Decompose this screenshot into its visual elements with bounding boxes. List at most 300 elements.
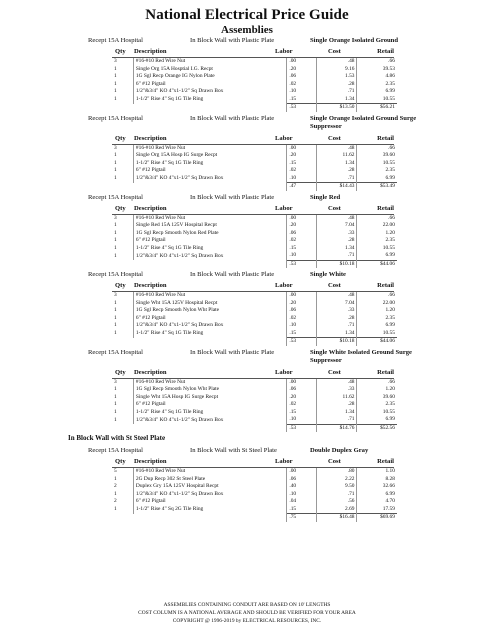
cell-labor: .20	[287, 222, 317, 230]
table-row	[112, 88, 494, 96]
cell-cost: $13.50	[317, 104, 357, 112]
cell-labor: .02	[287, 237, 317, 245]
assembly-wall: In Block Wall with St Steel Plate	[190, 447, 277, 454]
table-row	[112, 386, 494, 394]
footer-note-cost: COST COLUMN IS A NATIONAL AVERAGE AND SHOULD BE VERIFIED FOR YOUR AREA	[138, 610, 356, 616]
cell-labor: .06	[287, 230, 317, 238]
cell-cost: .28	[317, 315, 357, 323]
assembly-wall: In Block Wall with Plastic Plate	[190, 348, 275, 356]
column-retail: Retail	[377, 134, 394, 142]
cell-qty: 1	[114, 490, 117, 497]
cell-description: Duplex Gry 15A 125V Hospital Recpt	[133, 483, 286, 491]
column-cost: Cost	[328, 282, 341, 289]
cell-labor: .10	[287, 416, 317, 424]
cell-spacer	[397, 491, 494, 499]
table-row	[112, 476, 494, 484]
cell-qty: 2	[114, 483, 117, 490]
cell-labor: .10	[287, 322, 317, 330]
cell-retail: 10.55	[357, 245, 397, 253]
cell-retail: 4.70	[357, 498, 397, 506]
cell-labor: .53	[287, 104, 317, 112]
cell-cost: $10.18	[317, 338, 357, 346]
table-row	[112, 66, 494, 74]
cell-cost: .28	[317, 401, 357, 409]
cell-labor: .20	[287, 300, 317, 308]
cell-cost: $16.48	[317, 514, 357, 522]
cell-spacer	[397, 338, 494, 346]
assembly-location: Recept 15A Hospital	[88, 37, 143, 44]
total-row	[112, 338, 494, 346]
cell-qty: 1	[114, 393, 117, 400]
table-row	[112, 152, 494, 160]
assembly-name: Single Orange Isolated Ground	[310, 37, 398, 44]
table-row	[112, 145, 494, 153]
cell-qty: 1	[114, 416, 117, 423]
cell-description: 1-1/2" Rise 4" Sq 2G Tile Ring	[133, 506, 286, 514]
cell-retail: 22.00	[357, 300, 397, 308]
cell-spacer	[397, 73, 494, 81]
table-row	[112, 491, 494, 499]
cell-qty	[112, 183, 133, 191]
table-row	[112, 58, 494, 66]
column-qty: Qty	[115, 368, 126, 376]
cell-labor: .00	[287, 379, 317, 387]
column-labor: Labor	[275, 458, 293, 465]
cell-cost: .33	[317, 307, 357, 315]
cell-qty: 1	[114, 475, 117, 482]
table-row	[112, 222, 494, 230]
cell-description: 6" #12 Pigtail	[133, 237, 286, 245]
cell-labor: .02	[287, 315, 317, 323]
cell-labor: .75	[287, 514, 317, 522]
table-row	[112, 379, 494, 387]
column-description: Description	[134, 458, 167, 465]
cell-qty	[112, 260, 133, 268]
cell-spacer	[397, 222, 494, 230]
cell-retail: 32.66	[357, 483, 397, 491]
cell-spacer	[397, 416, 494, 424]
cell-retail: 39.53	[357, 66, 397, 74]
cell-description: Single Org 15A Hosptial I.G. Recpt	[133, 66, 286, 74]
cell-spacer	[397, 322, 494, 330]
cell-retail: 2.35	[357, 401, 397, 409]
cell-labor: .04	[287, 498, 317, 506]
assembly-block	[0, 444, 494, 522]
column-description: Description	[134, 134, 167, 142]
cell-spacer	[397, 160, 494, 168]
cell-cost: 9.16	[317, 66, 357, 74]
cell-qty: 1	[114, 506, 117, 512]
cell-description: 1/2"&3/4" KO 4"x1-1/2" Sq Drawn Box	[133, 88, 286, 96]
cell-labor: .20	[287, 394, 317, 402]
cell-qty: 1	[114, 88, 117, 95]
column-cost: Cost	[328, 204, 341, 212]
cell-cost: .71	[317, 175, 357, 183]
cell-labor: .15	[287, 409, 317, 417]
cell-retail: $69.69	[357, 514, 397, 522]
cell-cost: .80	[317, 468, 357, 476]
table-row	[112, 167, 494, 175]
cell-labor: .53	[287, 338, 317, 346]
page-title: National Electrical Price Guide	[145, 7, 349, 23]
cell-labor: .20	[287, 152, 317, 160]
column-qty: Qty	[115, 204, 126, 212]
cell-cost: .56	[317, 498, 357, 506]
cell-retail: $53.49	[357, 183, 397, 191]
cell-description: 1-1/2" Rise 4" Sq 1G Tile Ring	[133, 160, 286, 168]
cell-description: 1G Sgl Recp Smooth Nylon Wht Plate	[133, 307, 286, 315]
cell-retail: 22.00	[357, 222, 397, 230]
total-row	[112, 104, 494, 112]
cell-qty: 1	[114, 229, 117, 236]
cell-spacer	[397, 315, 494, 323]
cell-qty	[112, 104, 133, 112]
table-row	[112, 81, 494, 89]
column-retail: Retail	[377, 282, 394, 289]
cell-retail: .66	[357, 292, 397, 300]
cell-cost: $10.18	[317, 260, 357, 268]
cell-qty: 1	[114, 307, 117, 314]
cell-spacer	[397, 145, 494, 153]
cell-description: #16-#10 Red Wire Nut	[133, 379, 286, 387]
column-cost: Cost	[328, 48, 341, 55]
cell-description: #16-#10 Red Wire Nut	[133, 292, 286, 300]
cell-qty: 2	[114, 498, 117, 505]
cell-spacer	[397, 498, 494, 506]
table-row	[112, 506, 494, 514]
cell-labor: .15	[287, 245, 317, 253]
table-row	[112, 483, 494, 491]
assembly-wall: In Block Wall with Plastic Plate	[190, 193, 275, 201]
cell-description: 1/2"&3/4" KO 4"x1-1/2" Sq Drawn Box	[133, 416, 286, 424]
cell-cost: .28	[317, 237, 357, 245]
table-row	[112, 160, 494, 168]
column-cost: Cost	[328, 458, 341, 465]
cell-labor: .06	[287, 476, 317, 484]
cell-spacer	[397, 386, 494, 394]
cell-cost: .33	[317, 230, 357, 238]
column-qty: Qty	[115, 134, 126, 142]
cell-retail: 6.99	[357, 491, 397, 499]
cell-qty: 1	[114, 330, 117, 336]
cell-description	[133, 514, 286, 522]
cell-retail: $44.06	[357, 260, 397, 268]
column-cost: Cost	[328, 134, 341, 142]
cell-retail: 6.99	[357, 416, 397, 424]
cell-retail: 1.20	[357, 386, 397, 394]
cell-qty: 3	[114, 144, 117, 151]
cell-cost: 2.69	[317, 506, 357, 514]
cell-retail: .66	[357, 379, 397, 387]
cell-retail: 2.35	[357, 315, 397, 323]
cell-qty: 1	[114, 237, 117, 244]
cell-spacer	[397, 476, 494, 484]
cell-description: 1-1/2" Rise 4" Sq 1G Tile Ring	[133, 330, 286, 338]
section-heading-text: In Block Wall with St Steel Plate	[68, 434, 166, 442]
cell-cost: .33	[317, 386, 357, 394]
items-table	[112, 215, 494, 269]
assembly-block	[0, 346, 494, 433]
assembly-name: Single White Isolated Ground Surge Suppressor	[310, 348, 412, 364]
column-labor: Labor	[275, 282, 293, 289]
cell-retail: 10.55	[357, 160, 397, 168]
cell-qty	[112, 514, 133, 522]
cell-labor: .10	[287, 88, 317, 96]
footer-note-conduit: ASSEMBLIES CONTAINING CONDUIT ARE BASED ON 10' LENGTHS	[163, 602, 331, 608]
assembly-wall: In Block Wall with Plastic Plate	[190, 37, 275, 44]
cell-retail: 10.55	[357, 96, 397, 104]
table-row	[112, 215, 494, 223]
cell-labor: .47	[287, 183, 317, 191]
assembly-wall: In Block Wall with Plastic Plate	[190, 114, 275, 122]
cell-description: Single Red 15A 125V Hospital Recpt	[133, 222, 286, 230]
cell-spacer	[397, 245, 494, 253]
cell-retail: 6.99	[357, 175, 397, 183]
cell-spacer	[397, 252, 494, 260]
assembly-location: Recept 15A Hospital	[88, 348, 143, 356]
cell-labor: .02	[287, 167, 317, 175]
total-row	[112, 260, 494, 268]
section-heading	[0, 432, 494, 444]
cell-spacer	[397, 230, 494, 238]
cell-qty: 1	[114, 314, 117, 321]
cell-cost: 1.34	[317, 96, 357, 104]
column-labor: Labor	[275, 48, 293, 55]
cell-retail: 1.20	[357, 230, 397, 238]
cell-spacer	[397, 506, 494, 514]
cell-spacer	[397, 96, 494, 104]
cell-spacer	[397, 424, 494, 432]
cell-description: 1/2"&3/4" KO 4"x1-1/2" Sq Drawn Box	[133, 175, 286, 183]
total-row	[112, 183, 494, 191]
cell-cost: .28	[317, 167, 357, 175]
cell-description: 1G Sgl Recp Orange IG Nylon Plate	[133, 73, 286, 81]
cell-cost: 1.34	[317, 160, 357, 168]
table-row	[112, 416, 494, 424]
cell-description: 1-1/2" Rise 4" Sq 1G Tile Ring	[133, 245, 286, 253]
cell-spacer	[397, 514, 494, 522]
cell-labor: .00	[287, 215, 317, 223]
assembly-name: Single Red	[310, 193, 341, 201]
table-row	[112, 307, 494, 315]
cell-spacer	[397, 167, 494, 175]
total-row	[112, 424, 494, 432]
cell-labor: .10	[287, 175, 317, 183]
cell-cost: 1.34	[317, 409, 357, 417]
cell-description	[133, 424, 286, 432]
cell-retail: $56.21	[357, 104, 397, 112]
cell-retail: 8.28	[357, 476, 397, 484]
cell-spacer	[397, 175, 494, 183]
assembly-wall: In Block Wall with Plastic Plate	[190, 271, 275, 278]
column-description: Description	[134, 204, 167, 212]
cell-labor: .06	[287, 73, 317, 81]
cell-qty: 1	[114, 80, 117, 87]
cell-cost: .28	[317, 81, 357, 89]
cell-labor: .06	[287, 386, 317, 394]
cell-retail: 2.35	[357, 81, 397, 89]
cell-retail: 10.55	[357, 330, 397, 338]
cell-description: 1G Sgl Recp Smooth Nylon Wht Plate	[133, 386, 286, 394]
cell-cost: 7.04	[317, 222, 357, 230]
assembly-location: Recept 15A Hospital	[88, 114, 143, 122]
cell-description: #16-#10 Red Wire Nut	[133, 58, 286, 66]
cell-labor: .20	[287, 66, 317, 74]
cell-spacer	[397, 81, 494, 89]
cell-labor: .15	[287, 96, 317, 104]
cell-qty: 1	[114, 159, 117, 166]
table-row	[112, 315, 494, 323]
cell-description: 2G Dup Recp 302 St Steel Plate	[133, 476, 286, 484]
cell-qty: 1	[114, 322, 117, 329]
column-labor: Labor	[275, 368, 293, 376]
table-row	[112, 175, 494, 183]
cell-qty: 3	[114, 292, 117, 299]
cell-description: 6" #12 Pigtail	[133, 81, 286, 89]
footer-copyright: COPYRIGHT @ 1996-2019 by ELECTRICAL RESOURCES, INC.	[172, 618, 322, 624]
cell-qty: 1	[114, 152, 117, 159]
cell-cost: 9.50	[317, 483, 357, 491]
table-row	[112, 300, 494, 308]
cell-labor: .00	[287, 58, 317, 66]
column-header	[112, 456, 394, 468]
cell-spacer	[397, 394, 494, 402]
assembly-location: Recept 15A Hospital	[88, 447, 143, 454]
assembly-name: Single Orange Isolated Ground Surge Suppressor	[310, 114, 417, 130]
cell-labor: .02	[287, 81, 317, 89]
cell-labor: .02	[287, 401, 317, 409]
table-row	[112, 73, 494, 81]
column-qty: Qty	[115, 458, 126, 465]
assembly-location: Recept 15A Hospital	[88, 271, 143, 278]
cell-description	[133, 338, 286, 346]
table-row	[112, 252, 494, 260]
cell-qty	[112, 424, 133, 432]
items-table	[112, 58, 494, 112]
cell-labor: .00	[287, 145, 317, 153]
cell-labor: .15	[287, 506, 317, 514]
cell-description: Single Wht 15A 125V Hospital Recpt	[133, 300, 286, 308]
cell-spacer	[397, 104, 494, 112]
cell-labor: .53	[287, 424, 317, 432]
table-row	[112, 401, 494, 409]
column-header	[112, 133, 394, 145]
cell-cost: 7.04	[317, 300, 357, 308]
column-description: Description	[134, 48, 167, 55]
assembly-block	[0, 112, 494, 191]
cell-description: 1/2"&3/4" KO 4"x1-1/2" Sq Drawn Box	[133, 322, 286, 330]
cell-labor: .00	[287, 292, 317, 300]
cell-spacer	[397, 401, 494, 409]
table-row	[112, 498, 494, 506]
cell-cost: .48	[317, 145, 357, 153]
column-header	[112, 280, 394, 292]
table-row	[112, 292, 494, 300]
cell-spacer	[397, 409, 494, 417]
cell-retail: .66	[357, 215, 397, 223]
column-header	[112, 203, 394, 215]
column-header	[112, 46, 394, 58]
cell-retail: 6.99	[357, 322, 397, 330]
cell-labor: .15	[287, 160, 317, 168]
cell-cost: $14.76	[317, 424, 357, 432]
cell-labor: .10	[287, 252, 317, 260]
cell-cost: .71	[317, 322, 357, 330]
cell-cost: 2.22	[317, 476, 357, 484]
cell-retail: .66	[357, 145, 397, 153]
assembly-block	[0, 34, 494, 112]
cell-qty: 1	[114, 167, 117, 174]
cell-cost: 1.34	[317, 330, 357, 338]
cell-qty: 3	[114, 378, 117, 385]
cell-cost: .48	[317, 292, 357, 300]
cell-qty: 1	[114, 222, 117, 229]
items-table	[112, 468, 494, 522]
cell-labor: .10	[287, 491, 317, 499]
column-description: Description	[134, 368, 167, 376]
cell-description: 6" #12 Pigtail	[133, 315, 286, 323]
column-qty: Qty	[115, 48, 126, 55]
assembly-location: Recept 15A Hospital	[88, 193, 143, 201]
table-row	[112, 468, 494, 476]
page-footer	[0, 601, 494, 625]
cell-cost: .48	[317, 58, 357, 66]
cell-labor: .06	[287, 307, 317, 315]
cell-qty: 1	[114, 96, 117, 102]
cell-spacer	[397, 483, 494, 491]
items-table	[112, 379, 494, 433]
cell-spacer	[397, 468, 494, 476]
assembly-name: Double Duplex Gray	[310, 447, 369, 454]
cell-spacer	[397, 307, 494, 315]
cell-spacer	[397, 152, 494, 160]
column-cost: Cost	[328, 368, 341, 376]
cell-labor: .00	[287, 468, 317, 476]
cell-qty: 5	[114, 468, 117, 475]
items-table	[112, 145, 494, 191]
cell-retail: 1.10	[357, 468, 397, 476]
column-labor: Labor	[275, 134, 293, 142]
assemblies-list	[0, 34, 494, 522]
cell-cost: .48	[317, 379, 357, 387]
cell-labor: .40	[287, 483, 317, 491]
table-row	[112, 237, 494, 245]
cell-spacer	[397, 88, 494, 96]
cell-description: 1-1/2" Rise 4" Sq 1G Tile Ring	[133, 96, 286, 104]
table-row	[112, 322, 494, 330]
cell-description: 1-1/2" Rise 4" Sq 1G Tile Ring	[133, 409, 286, 417]
cell-description	[133, 260, 286, 268]
cell-qty: 1	[114, 386, 117, 393]
cell-cost: 1.34	[317, 245, 357, 253]
cell-description	[133, 104, 286, 112]
cell-cost: 1.53	[317, 73, 357, 81]
column-qty: Qty	[115, 282, 126, 289]
cell-cost: .71	[317, 252, 357, 260]
cell-qty: 1	[114, 244, 117, 251]
assembly-block	[0, 191, 494, 269]
cell-cost: .71	[317, 416, 357, 424]
assembly-name: Single White	[310, 271, 346, 278]
table-row	[112, 96, 494, 104]
cell-spacer	[397, 260, 494, 268]
cell-description: 1/2"&3/4" KO 4"x1-1/2" Sq Drawn Box	[133, 491, 286, 499]
cell-qty: 1	[114, 65, 117, 72]
cell-description: #16-#10 Red Wire Nut	[133, 215, 286, 223]
cell-description: #16-#10 Red Wire Nut	[133, 468, 286, 476]
cell-cost: 11.62	[317, 394, 357, 402]
cell-retail: 4.86	[357, 73, 397, 81]
